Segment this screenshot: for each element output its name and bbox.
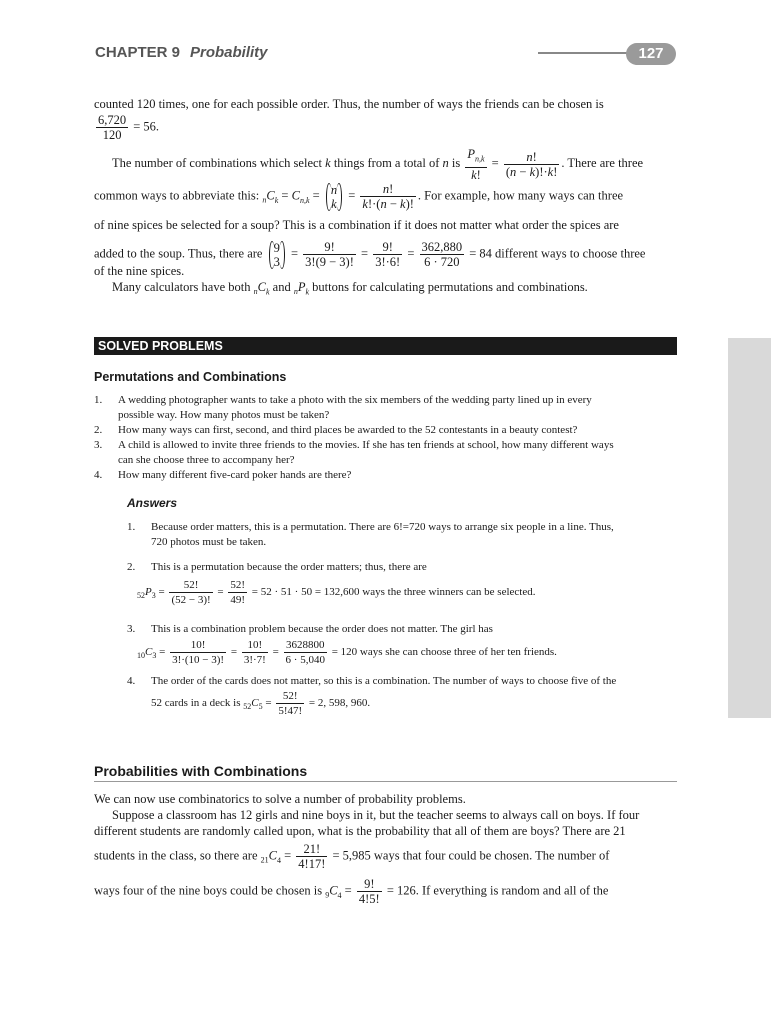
answer-3: 3. This is a combination problem because the order does not matter. The girl has xyxy=(127,623,493,635)
intro-line-1: counted 120 times, one for each possible order. Thus, the number of ways the friends can be chosen is xyxy=(94,97,604,111)
page-number: 127 xyxy=(626,43,676,65)
problem-4: 4. How many different five-card poker hands are there? xyxy=(94,469,352,481)
problem-list xyxy=(94,393,614,483)
intro-fraction-row: $\frac{6,720}{120}$ = 56. xyxy=(98,113,160,142)
answer-2: 2. This is a permutation because the order matters; thus, there are xyxy=(127,561,427,573)
intro-line-6: of the nine spices. xyxy=(94,264,185,278)
answer-2-formula: $_{52}P_3$ = $\frac{52!}{(52 - 3)!}$ = $\frac{52!}{49!}$ = 52 · 51 · 50 = 132,600 ways the three winners can be selected. xyxy=(137,579,536,606)
chapter-title: Probability xyxy=(190,44,268,61)
permutations-subhead: Permutations and Combinations xyxy=(94,370,287,384)
fraction-Pnk-over-kfact: $\frac{P_{n,k}}{k!}$ xyxy=(467,147,485,182)
heading-rule xyxy=(94,781,677,782)
answers-label: Answers xyxy=(127,496,178,510)
fraction-nfact-kfact: $\frac{n!}{k!\cdot(n - k)!}$ xyxy=(362,182,414,211)
answer-4: 4. The order of the cards does not matter, so this is a combination. The number of ways to choose five of the xyxy=(127,675,617,687)
problem-1: 1. A wedding photographer wants to take a photo with the six members of the wedding party lined up in every xyxy=(94,394,592,406)
solved-problems-bar: SOLVED PROBLEMS xyxy=(94,337,677,355)
intro-line-7: Many calculators have both $_nC_k$ and $_nP_k$ buttons for calculating permutations and combinations. xyxy=(112,280,588,297)
intro-line-5: added to the soup. Thus, there are 9 3 = $\frac{9!}{3!(9 - 3)!}$ = $\frac{9!}{3!\cdot 6!}$ = $\frac{362,880}{6 \cdot 720}$ = 84 different ways to choose three xyxy=(94,240,646,269)
problem-2: 2. How many ways can first, second, and third places be awarded to the 52 contestants in a beauty contest? xyxy=(94,424,578,436)
chapter-label: CHAPTER 9 xyxy=(95,44,181,61)
intro-line-4: of nine spices be selected for a soup? This is a combination if it does not matter what order the spices are xyxy=(94,218,619,232)
intro-line-3: common ways to abbreviate this: $_nC_k = C_{n,k}$ = n k = $\frac{n!}{k!\cdot(n - k)!}$ . For example, how many ways can three xyxy=(94,182,624,211)
answer-3-formula: $_{10}C_3$ = $\frac{10!}{3!\cdot(10 - 3)!}$ = $\frac{10!}{3!\cdot 7!}$ = $\frac{3628800}{6 \cdot 5,040}$ = 120 ways she can choose three of her ten friends. xyxy=(137,639,557,666)
probabilities-heading: Probabilities with Combinations xyxy=(94,763,308,779)
problem-1-cont: possible way. How many photos must be taken? xyxy=(118,409,330,421)
prob-para-2-line-1: Suppose a classroom has 12 girls and nine boys in it, but the teacher seems to always call on boys. If four xyxy=(112,808,640,822)
problem-3-cont: can she choose three to accompany her? xyxy=(118,454,295,466)
binomial-n-k: n k xyxy=(326,183,342,211)
prob-para-1: We can now use combinatorics to solve a number of probability problems. xyxy=(94,792,466,806)
problem-3: 3. A child is allowed to invite three friends to the movies. If she has ten friends at school, how many different ways xyxy=(94,439,614,451)
side-thumb-tab xyxy=(728,338,771,718)
binomial-9-3: 9 3 xyxy=(269,241,285,269)
header-rule xyxy=(538,52,638,54)
intro-line-2: The number of combinations which select k things from a total of n is $\frac{P_{n,k}}{k!}$ = $\frac{n!}{(n - k)!\cdot k!}$ . There are three xyxy=(112,147,644,182)
prob-para-2-line-4: ways four of the nine boys could be chosen is $_9C_4$ = $\frac{9!}{4!5!}$ = 126. If everything is random and all of the xyxy=(94,877,609,906)
answer-1: 1. Because order matters, this is a permutation. There are 6!=720 ways to arrange six people in a line. Thus, 720 photos must be taken. xyxy=(127,521,614,548)
fraction-nfact-over: $\frac{n!}{(n - k)!\cdot k!}$ xyxy=(505,149,558,179)
fraction-6720-over-120: $\frac{6,720}{120}$ xyxy=(98,113,127,142)
prob-para-2-line-3: students in the class, so there are $_{21}C_4$ = $\frac{21!}{4!17!}$ = 5,985 ways that four could be chosen. The number of xyxy=(94,842,610,871)
prob-para-2-line-2: different students are randomly called upon, what is the probability that all of them are boys? There are 21 xyxy=(94,824,626,838)
answer-4-formula: 52 cards in a deck is $_{52}C_5$ = $\frac{52!}{5!47!}$ = 2, 598, 960. xyxy=(151,690,371,717)
